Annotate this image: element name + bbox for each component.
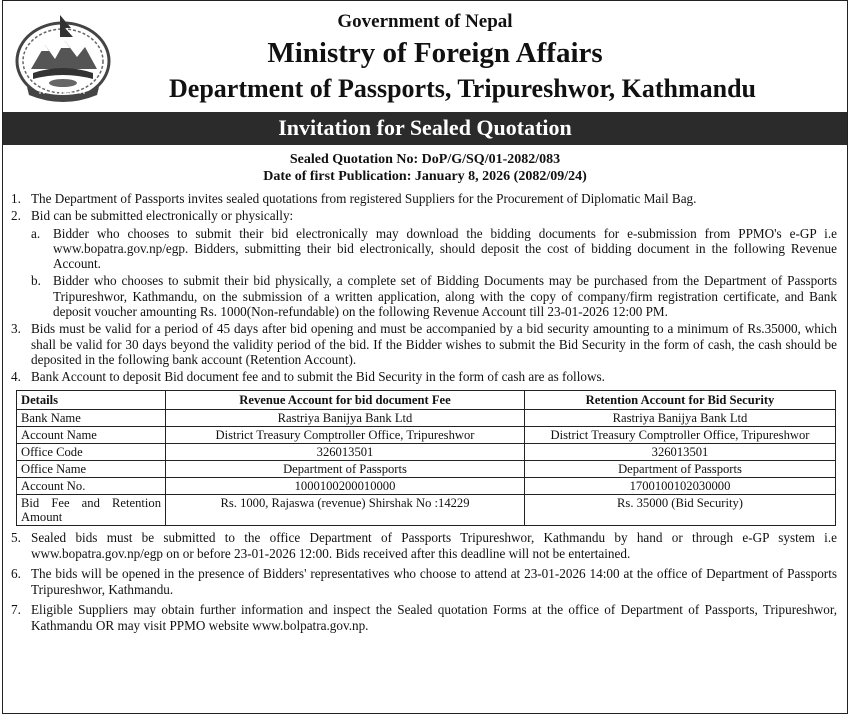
point-text: Sealed bids must be submitted to the office Department of Passports Tripureshwor, Kathmandu by hand or through e-GP system i.e www.bopatra.gov.np/egp on or before 23-01-2026 12:00. Bids received after this deadline will not be entertained. [31,529,837,562]
point-number: 1. [11,191,21,206]
table-cell: Rs. 1000, Rajaswa (revenue) Shirshak No :14229 [166,494,525,525]
point-2b [31,273,837,319]
ministry-title: Ministry of Foreign Affairs [267,37,603,69]
table-row [17,460,836,477]
header [3,1,847,112]
table-cell: Account Name [17,426,166,443]
table-cell: 1700100102030000 [525,477,836,494]
sub-point-letter: a. [31,225,41,241]
table-cell: Rastriya Banijya Bank Ltd [166,409,525,426]
sub-point-text: Bidder who chooses to submit their bid physically, a complete set of Bidding Documents may be purchased from the Department of Passports Tripureshwor, Kathmandu, on the submission of a written application, along with the copy of company/firm registration certificate, and Bank deposit voucher amounting Rs. 1000(Non-refundable) on the following Revenue Account till 23-01-2026 12:00 PM. [53,273,837,320]
point-text: Bid can be submitted electronically or physically: [31,208,294,224]
department-title: Department of Passports, Tripureshwor, Kathmandu [169,74,756,103]
point-1 [11,191,837,206]
point-number: 6. [11,565,21,581]
sub-point-text: Bidder who chooses to submit their bid electronically may download the bidding documents for e-submission from PPMO's e-GP i.e www.bopatra.gov.np/egp. Bidders, submitting their bid electronically, should deposit the cost of bidding document in the following Revenue Account. [53,225,837,272]
table-header-cell: Retention Account for Bid Security [525,390,836,409]
point-6 [11,566,837,599]
table-row [17,426,836,443]
table-row [17,494,836,525]
table-cell: Rs. 35000 (Bid Security) [525,494,836,525]
table-row [17,477,836,494]
point-text: Bank Account to deposit Bid document fee and to submit the Bid Security in the form of cash are as follows. [31,369,605,385]
point-3 [11,321,837,367]
table-cell: Account No. [17,477,166,494]
table-row [17,443,836,460]
point-5 [11,530,837,563]
point-number: 7. [11,601,21,617]
table-row [17,409,836,426]
table-cell: Department of Passports [525,460,836,477]
table-cell: Bid Fee and Retention Amount [17,494,166,525]
quotation-number: Sealed Quotation No: DoP/G/SQ/01-2082/083 [289,152,561,167]
notice-page [2,0,848,714]
notice-meta [3,151,847,185]
table-cell: Office Code [17,443,166,460]
point-text: Eligible Suppliers may obtain further information and inspect the Sealed quotation Forms at the office of Department of Passports, Tripureshwor, Kathmandu OR may visit PPMO website www.bolpatra.gov.np. [31,601,837,634]
point-text: The bids will be opened in the presence of Bidders' representatives who choose to attend at 23-01-2026 14:00 at the office of Department of Passports Tripureshwor, Kathmandu. [31,565,837,598]
point-7 [11,602,837,635]
table-cell: 326013501 [525,443,836,460]
point-number: 3. [11,321,21,337]
table-cell: 326013501 [166,443,525,460]
sub-point-letter: b. [31,273,41,289]
notice-banner: Invitation for Sealed Quotation [3,112,847,145]
government-title: Government of Nepal [337,11,513,32]
publication-date: Date of first Publication: January 8, 2026 (2082/09/24) [263,169,587,184]
point-number: 4. [11,369,21,385]
point-text: Bids must be valid for a period of 45 days after bid opening and must be accompanied by a bid security amounting to a minimum of Rs.35000, which shall be valid for 30 days beyond the validity period of the bid. If the Bidder wishes to submit the Bid Security in the form of cash, the cash should be deposited in the following bank account (Retention Account). [31,321,837,367]
table-cell: District Treasury Comptroller Office, Tripureshwor [166,426,525,443]
table-header-cell: Revenue Account for bid document Fee [166,390,525,409]
bank-account-table [16,390,836,526]
table-cell: District Treasury Comptroller Office, Tripureshwor [525,426,836,443]
table-cell: 1000100200010000 [166,477,525,494]
table-cell: Rastriya Banijya Bank Ltd [525,409,836,426]
point-number: 5. [11,529,21,545]
table-cell: Bank Name [17,409,166,426]
table-header-cell: Details [17,390,166,409]
point-2 [11,208,837,223]
table-cell: Department of Passports [166,460,525,477]
notice-body [3,185,847,635]
point-2a [31,226,837,272]
table-cell: Office Name [17,460,166,477]
point-number: 2. [11,208,21,224]
point-text: The Department of Passports invites sealed quotations from registered Suppliers for the Procurement of Diplomatic Mail Bag. [31,191,697,206]
table-header-row [17,390,836,409]
point-4 [11,369,837,384]
